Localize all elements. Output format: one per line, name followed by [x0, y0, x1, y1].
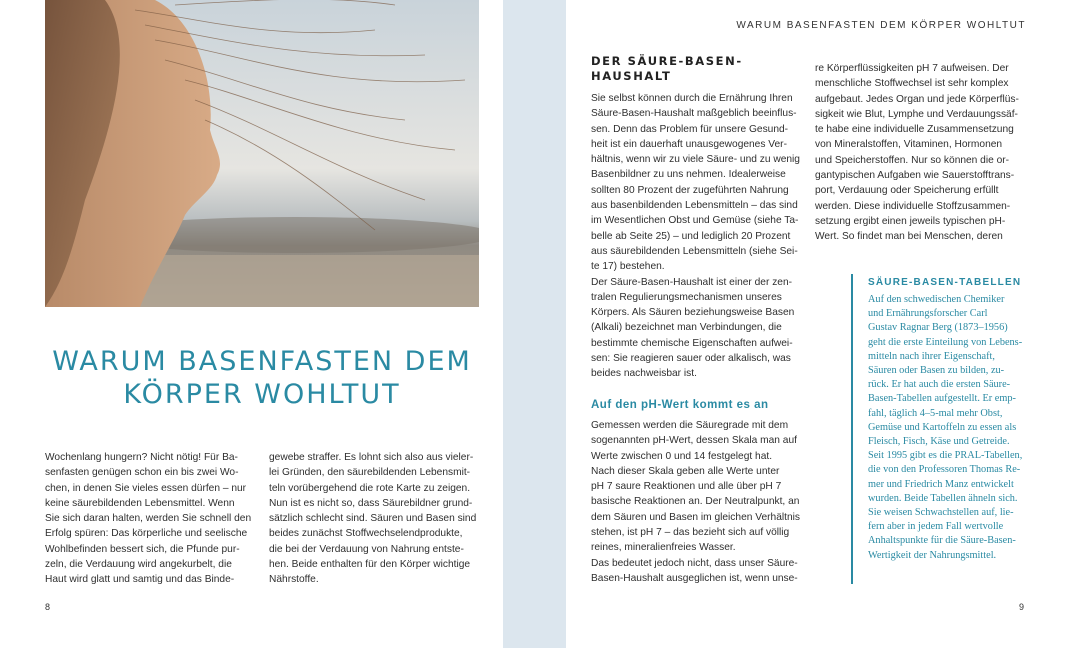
text-line: (Alkali) bezeichnet man Verbindungen, die — [591, 322, 782, 334]
right-column-1-part-2 — [591, 418, 806, 586]
text-line: hen. Beide enthalten für den Körper wichtige — [269, 559, 471, 571]
text-line: Nährstoffe. — [269, 574, 319, 586]
text-line: Nach dieser Skala geben alle Werte unter — [591, 465, 780, 477]
text-line: zeln, die Verdauung wird angekurbelt, die — [45, 559, 232, 571]
text-line: re Körperflüssigkeiten pH 7 aufweisen. Der — [815, 63, 1009, 74]
text-line: beides zunächst Stoffwechselendprodukte, — [269, 528, 463, 540]
text-line: Basen-Haushalt ausgeglichen ist, wenn unse- — [591, 572, 798, 584]
sidebar-line: fern aber in jedem Fall wertvolle — [868, 521, 1004, 533]
sidebar-line: Fleisch, Fisch, Käse und Getreide. — [868, 436, 1010, 448]
sidebar-line: die von den Professoren Thomas Re- — [868, 464, 1021, 476]
sidebar-rule — [851, 274, 853, 584]
sidebar-line: Gustav Ragnar Berg (1873–1956) — [868, 322, 1008, 334]
text-line: Werte zwischen 0 und 14 festgelegt hat. — [591, 450, 773, 462]
text-line: hältnis, wenn wir zu viele Säure- und zu wenig — [591, 154, 800, 166]
sidebar-line: Auf den schwedischen Chemiker — [868, 294, 1005, 305]
right-column-2 — [815, 61, 1030, 245]
text-line: Erfolg spüren: Das körperliche und seelische — [45, 528, 248, 540]
text-line: und Speicherstoffen. Nur so können die or- — [815, 154, 1010, 166]
sidebar-line: mitteln nach ihrer Eigenschaft, — [868, 350, 995, 362]
text-line: Sie selbst können durch die Ernährung Ihren — [591, 93, 793, 104]
text-line: reines, mineralienfreies Wasser. — [591, 542, 736, 554]
text-line: im Wesentlichen Obst und Gemüse (siehe Ta- — [591, 215, 799, 227]
text-line: die bei der Verdauung von Nahrung entste- — [269, 543, 464, 555]
text-line: Wochenlang hungern? Nicht nötig! Für Ba- — [45, 452, 238, 463]
text-line: sätzlich schlecht sind. Säuren und Basen sind — [269, 513, 477, 525]
chapter-title-line-1: WARUM BASENFASTEN DEM — [52, 346, 472, 377]
text-line: tralen Regulierungsmechanismen unseres — [591, 291, 782, 303]
sidebar-box — [868, 293, 1028, 563]
text-line: bestimmte chemische Eigenschaften aufwei- — [591, 337, 793, 349]
text-line: aus säurebildenden Lebensmitteln (siehe Sei- — [591, 245, 798, 257]
text-line: aufgebaut. Jedes Organ und jede Körperflüs- — [815, 93, 1019, 105]
text-line: sogenannten pH-Wert, dessen Skala man auf — [591, 435, 797, 447]
text-line: menschliche Stoffwechsel ist sehr komplex — [815, 78, 1009, 90]
section-heading-line-2: HAUSHALT — [591, 69, 672, 83]
text-line: Basenbildner zu uns nehmen. Idealerweise — [591, 169, 786, 181]
left-column-1 — [45, 450, 257, 588]
text-line: Wert. So findet man bei Menschen, deren — [815, 231, 1003, 243]
text-line: Körpers. Als Säuren beziehungsweise Basen — [591, 307, 795, 319]
sidebar-title: SÄURE-BASEN-TABELLEN — [868, 277, 1022, 288]
sidebar-line: fahl, täglich 4–5-mal mehr Obst, — [868, 407, 1003, 419]
text-line: sen. Denn das Problem für unsere Gesund- — [591, 123, 789, 135]
sidebar-line: Gemüse und Kartoffeln zu essen als — [868, 421, 1017, 433]
text-line: lei Gründen, den säurebildenden Lebensmit- — [269, 467, 471, 479]
photo-illustration — [45, 0, 479, 307]
page-number-left: 8 — [45, 602, 51, 612]
text-line: setzung ergibt einen jeweils typischen pH- — [815, 215, 1006, 227]
right-column-1-part-1 — [591, 91, 806, 382]
text-line: dem Säuren und Basen im gleichen Verhältnis — [591, 511, 800, 523]
sidebar-line: Basen-Tabellen aufgestellt. Er emp- — [868, 393, 1016, 405]
text-line: Sie sich daran halten, werden Sie schnell den — [45, 513, 252, 525]
page-number-right: 9 — [1018, 602, 1024, 612]
text-line: aus basenbildenden Lebensmitteln – das sind — [591, 200, 798, 212]
chapter-title-line-2: KÖRPER WOHLTUT — [123, 379, 401, 410]
text-line: werden. Diese individuelle Stoffzusammen- — [815, 200, 1011, 212]
text-line: stehen, ist pH 7 – das bezieht sich auf völlig — [591, 527, 790, 539]
text-line: Wohlbefinden bessert sich, die Pfunde pur- — [45, 543, 240, 555]
text-line: Nun ist es nicht so, dass Säurebildner grund- — [269, 497, 473, 509]
text-line: Der Säure-Basen-Haushalt ist einer der zen- — [591, 276, 793, 288]
text-line: Das bedeutet jedoch nicht, dass unser Säure- — [591, 557, 798, 569]
sidebar-line: wurden. Beide Tabellen ähneln sich. — [868, 492, 1018, 504]
section-heading-line-1: DER SÄURE-BASEN- — [591, 54, 743, 68]
sidebar-line: geht die erste Einteilung von Lebens- — [868, 336, 1023, 348]
sidebar-line: mer und Friedrich Manz entwickelt — [868, 478, 1014, 490]
text-line: Gemessen werden die Säuregrade mit dem — [591, 420, 789, 431]
sidebar-line: Anhaltspunkte für die Säure-Basen- — [868, 535, 1016, 547]
text-line: te habe eine individuelle Zusammensetzung — [815, 124, 1014, 136]
chapter-title — [45, 345, 479, 411]
running-head: WARUM BASENFASTEN DEM KÖRPER WOHLTUT — [736, 20, 1026, 31]
subheading-ph-wert: Auf den pH-Wert kommt es an — [591, 399, 769, 411]
text-line: Haut wird glatt und samtig und das Binde- — [45, 574, 235, 586]
text-line: pH 7 saure Reaktionen und alle über pH 7 — [591, 481, 782, 493]
text-line: gantypischen Aufgaben wie Sauerstofftrans- — [815, 170, 1015, 182]
text-line: port, Verdauung oder Speicherung erfüllt — [815, 185, 999, 197]
text-line: te 17) bestehen. — [591, 261, 665, 273]
text-line: gewebe straffer. Es lohnt sich also aus vieler- — [269, 452, 474, 463]
sidebar-line: rück. Er hat auch die ersten Säure- — [868, 379, 1011, 391]
page-gutter — [503, 0, 566, 648]
text-line: belle ab Seite 25) – und lediglich 20 Prozent — [591, 230, 791, 242]
text-line: keine säurebildenden Lebensmittel. Wenn — [45, 497, 235, 509]
text-line: sigkeit wie Blut, Lymphe und Verdauungssäf- — [815, 108, 1018, 120]
text-line: Säure-Basen-Haushalt maßgeblich beeinflus- — [591, 108, 797, 120]
text-line: chen, in denen Sie vieles essen dürfen – nur — [45, 482, 247, 494]
text-line: von Mineralstoffen, Vitaminen, Hormonen — [815, 139, 1003, 151]
portrait-photo — [45, 0, 479, 307]
left-column-2 — [269, 450, 481, 588]
sidebar-line: Sie weisen Schwachstellen auf, lie- — [868, 507, 1014, 519]
sidebar-line: und Ernährungsforscher Carl — [868, 308, 988, 320]
section-heading — [591, 54, 771, 84]
sidebar-line: Seit 1995 gibt es die PRAL-Tabellen, — [868, 450, 1023, 462]
text-line: heit ist ein dauerhaft unausgewogenes Ver- — [591, 138, 787, 150]
text-line: beides nachweisbar ist. — [591, 368, 697, 380]
sidebar-line: Säuren oder Basen zu bilden, zu- — [868, 365, 1005, 377]
text-line: teln vorübergehend die rote Karte zu zeigen. — [269, 482, 471, 494]
sidebar-line: Wertigkeit der Nahrungsmittel. — [868, 549, 997, 561]
text-line: sen: Sie reagieren sauer oder alkalisch, was — [591, 353, 791, 365]
text-line: basische Reaktionen an. Der Neutralpunkt, an — [591, 496, 800, 508]
text-line: senfasten genügen schon ein bis zwei Wo- — [45, 467, 239, 479]
text-line: sollten 80 Prozent der zugeführten Nahrung — [591, 184, 789, 196]
